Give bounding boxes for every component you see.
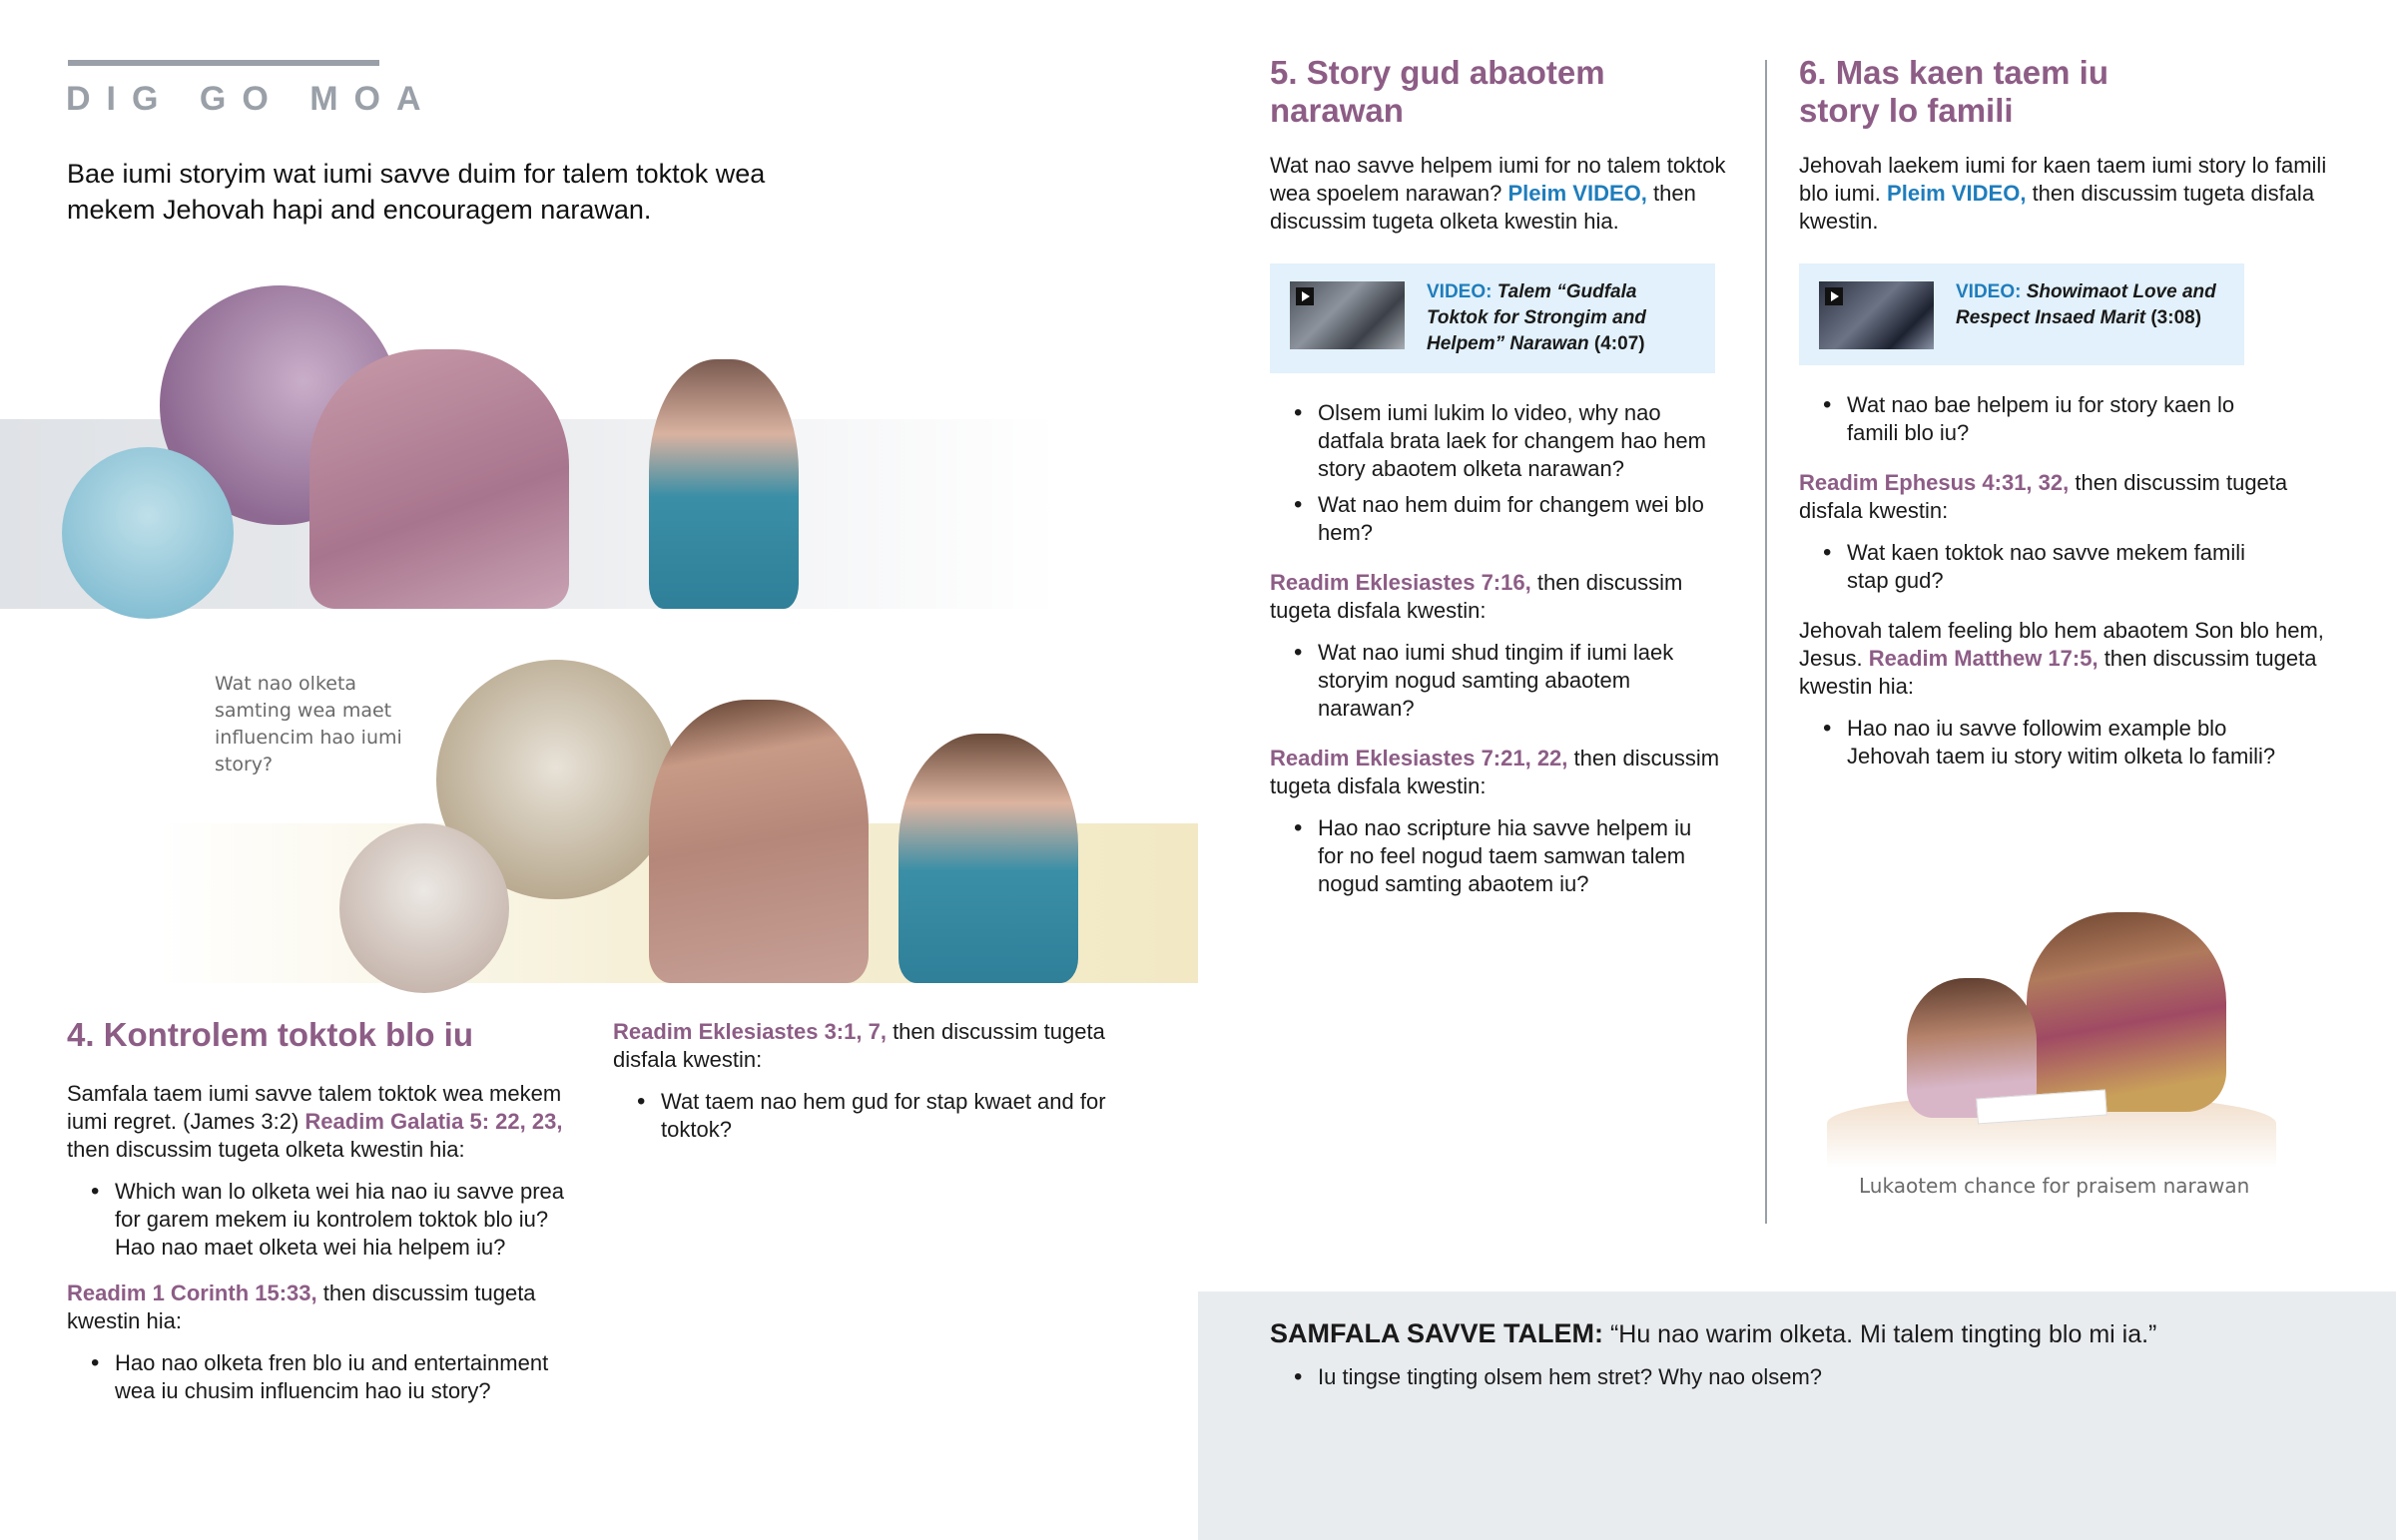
section-6-bullet-2: • Wat kaen toktok nao savve mekem famili stap gud? xyxy=(1799,539,2268,595)
section-5-bullets-3 xyxy=(1270,814,1719,898)
section-5-eklesiastes-7-16-ref[interactable]: Readim Eklesiastes 7:16, xyxy=(1270,570,1531,595)
section-5-title: 5. Story gud abaotem narawan xyxy=(1270,54,1605,129)
section-4-title: 4. Kontrolem toktok blo iu xyxy=(67,1016,474,1053)
section-4-intro-tail: then discussim tugeta olketa kwestin hia: xyxy=(67,1137,465,1162)
section-6-video-time: (3:08) xyxy=(2150,307,2202,328)
section-5-video-label: VIDEO: xyxy=(1427,281,1493,302)
dig-go-moa-intro: Bae iumi storyim wat iumi savve duim for talem toktok wea mekem Jehovah hapi and encouragem narawan. xyxy=(67,159,766,225)
section-4-bullets-3 xyxy=(613,1088,1112,1144)
section-5-read-2 xyxy=(1270,569,1729,625)
section-5-bullets-2 xyxy=(1270,639,1719,723)
section-5-bullet-1: • Olsem iumi lukim lo video, why nao datfala brata laek for changem hao hem story abaotem olketa narawan? xyxy=(1270,399,1719,483)
section-4-column-1 xyxy=(67,1080,586,1413)
mother-figure xyxy=(2027,912,2226,1112)
section-6-para-3-text: Jehovah talem feeling blo hem abaotem Son blo hem, Jesus. xyxy=(1799,618,2324,671)
section-6-ephesus-ref[interactable]: Readim Ephesus 4:31, 32, xyxy=(1799,470,2070,495)
section-4-read-3 xyxy=(613,1018,1132,1074)
section-6-bullets-2 xyxy=(1799,539,2268,595)
samfala-quote: “Hu nao warim olketa. Mi talem tingting blo mi ia.” xyxy=(1609,1320,2157,1348)
section-4-read-3-text: then discussim tugeta disfala kwestin: xyxy=(613,1019,1105,1072)
section-6-para-3 xyxy=(1799,617,2338,701)
section-6-video-text xyxy=(1956,279,2224,331)
section-5-video-thumbnail[interactable] xyxy=(1290,281,1405,349)
section-4-bullet-1: • Which wan lo olketa wei hia nao iu savve prea for garem mekem iu kontrolem toktok blo iu? Hao nao maet olketa wei hia helpem iu? xyxy=(67,1178,586,1262)
section-4-bullet-3: • Wat taem nao hem gud for stap kwaet and for toktok? xyxy=(613,1088,1112,1144)
section-6-intro-tail: then discussim tugeta disfala kwestin. xyxy=(1799,181,2315,234)
section-6-video-thumbnail[interactable] xyxy=(1819,281,1934,349)
illustration-argument xyxy=(0,279,1058,609)
play-icon[interactable] xyxy=(1296,287,1314,305)
section-4-read-2-text: then discussim tugeta kwestin hia: xyxy=(67,1281,536,1333)
woman-figure xyxy=(649,359,799,609)
section-4-bullets-1 xyxy=(67,1178,586,1262)
section-5-read-2-text: then discussim tugeta disfala kwestin: xyxy=(1270,570,1683,623)
section-5-bullet-3: • Wat nao iumi shud tingim if iumi laek storyim nogud samting abaotem narawan? xyxy=(1270,639,1719,723)
smiling-woman-figure xyxy=(898,734,1078,983)
section-6-video-card[interactable] xyxy=(1799,263,2244,365)
section-5-video-title: Talem “Gudfala Toktok for Strongim and Helpem” Narawan xyxy=(1427,281,1646,354)
section-6 xyxy=(1799,54,2338,778)
headphones-circle xyxy=(62,447,234,619)
section-6-bullet-3: • Hao nao iu savve followim example blo Jehovah taem iu story witim olketa lo famili? xyxy=(1799,715,2308,770)
section-5-intro-text: Wat nao savve helpem iumi for no talem toktok wea spoelem narawan? xyxy=(1270,153,1726,206)
column-divider xyxy=(1765,60,1767,1224)
dig-go-moa-rule xyxy=(68,60,379,66)
section-6-bullet-1: • Wat nao bae helpem iu for story kaen lo famili blo iu? xyxy=(1799,391,2238,447)
section-6-play-video-link[interactable]: Pleim VIDEO, xyxy=(1887,181,2027,206)
section-6-intro xyxy=(1799,152,2338,236)
smiling-man-figure xyxy=(649,700,869,983)
section-6-read-2 xyxy=(1799,469,2318,525)
section-4-column-2 xyxy=(613,1018,1132,1152)
section-5-read-3 xyxy=(1270,745,1739,800)
section-5-intro xyxy=(1270,152,1729,236)
section-4-bullet-2: • Hao nao olketa fren blo iu and entertainment wea iu chusim influencim hao iu story? xyxy=(67,1349,586,1405)
dig-go-moa-heading: DIG GO MOA xyxy=(66,80,437,118)
samfala-savve-talem-panel xyxy=(1198,1291,2396,1540)
section-4-read-2 xyxy=(67,1280,586,1335)
section-6-intro-text: Jehovah laekem iumi for kaen taem iumi story lo famili blo iumi. xyxy=(1799,153,2327,206)
section-5-video-text xyxy=(1427,279,1695,357)
section-4-intro xyxy=(67,1080,586,1164)
section-5-video-card[interactable] xyxy=(1270,263,1715,373)
section-5-bullets-1 xyxy=(1270,399,1719,547)
section-6-video-title: Showimaot Love and Respect Insaed Marit xyxy=(1956,281,2216,328)
play-icon[interactable] xyxy=(1825,287,1843,305)
section-5-bullet-2: • Wat nao hem duim for changem wei blo hem? xyxy=(1270,491,1719,547)
section-6-read-2-text: then discussim tugeta disfala kwestin: xyxy=(1799,470,2288,523)
section-6-video-label: VIDEO: xyxy=(1956,281,2022,302)
section-4-corinth-ref[interactable]: Readim 1 Corinth 15:33, xyxy=(67,1281,317,1305)
section-4-intro-text: Samfala taem iumi savve talem toktok wea mekem iumi regret. (James 3:2) xyxy=(67,1081,562,1134)
section-5-video-time: (4:07) xyxy=(1593,333,1645,354)
samfala-bullet: • Iu tingse tingting olsem hem stret? Why nao olsem? xyxy=(1270,1363,2168,1391)
section-5-play-video-link[interactable]: Pleim VIDEO, xyxy=(1507,181,1647,206)
section-6-title: 6. Mas kaen taem iu story lo famili xyxy=(1799,54,2108,129)
illustration-caption: Wat nao olketa samting wea maet influencim hao iumi story? xyxy=(215,673,402,775)
section-6-bullets-3 xyxy=(1799,715,2308,770)
section-5-eklesiastes-7-21-ref[interactable]: Readim Eklesiastes 7:21, 22, xyxy=(1270,746,1568,770)
section-4-bullets-2 xyxy=(67,1349,586,1405)
section-5-bullet-4: • Hao nao scripture hia savve helpem iu for no feel nogud taem samwan talem nogud samting abaotem iu? xyxy=(1270,814,1719,898)
section-5-read-3-text: then discussim tugeta disfala kwestin: xyxy=(1270,746,1720,798)
section-5 xyxy=(1270,54,1739,906)
section-5-intro-tail: then discussim tugeta olketa kwestin hia. xyxy=(1270,181,1696,234)
samfala-line xyxy=(1270,1317,2156,1350)
section-6-bullets-1 xyxy=(1799,391,2238,447)
reading-bible-circle xyxy=(339,823,509,993)
section-4-eklesiastes-ref[interactable]: Readim Eklesiastes 3:1, 7, xyxy=(613,1019,887,1044)
section-6-read-3-text: then discussim tugeta kwestin hia: xyxy=(1799,646,2317,699)
section-6-caption: Lukaotem chance for praisem narawan xyxy=(1859,1174,2250,1198)
section-4-galatia-ref[interactable]: Readim Galatia 5: 22, 23, xyxy=(304,1109,563,1134)
illustration-praise xyxy=(1827,898,2276,1168)
section-6-matthew-ref[interactable]: Readim Matthew 17:5, xyxy=(1868,646,2098,671)
samfala-label: SAMFALA SAVVE TALEM: xyxy=(1270,1318,1603,1348)
angry-man-figure xyxy=(309,349,569,609)
samfala-bullets xyxy=(1270,1363,2168,1399)
